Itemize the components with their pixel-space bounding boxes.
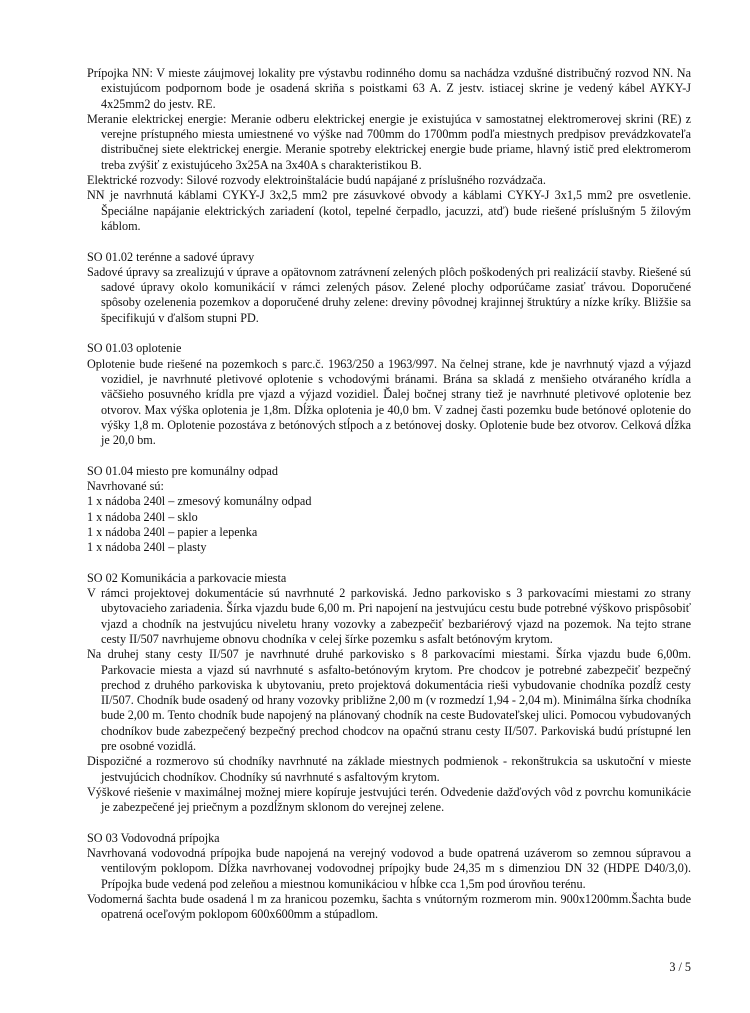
paragraph-pripojka-nn: Prípojka NN: V mieste záujmovej lokality pre výstavbu rodinného domu sa nachádza vzdušné distribučný rozvod NN. Na existujúcom podpornom bode je osadená skriňa s poistkami 63 A. Z jestv. istiacej skrine je vedený kábel AYKY-J 4x25mm2 do jestv. RE.: [87, 66, 691, 111]
paragraph-meranie: Meranie elektrickej energie: Meranie odberu elektrickej energie je existujúca v samostatnej elektromerovej skrini (RE) z verejne prístupného miesta umiestnené vo výške nad 700mm do 1700mm podľa miestnych predpisov prevádzkovateľa distribučnej siete elektrickej energie. Meranie spotreby elektrickej energie bude priame, hlavný istič pred elektromerom treba zvýšiť z existujúceho 3x25A na 3x40A s charakteristikou B.: [87, 111, 691, 172]
paragraph-nn-kable: NN je navrhnutá káblami CYKY-J 3x2,5 mm2 pre zásuvkové obvody a káblami CYKY-J 3x1,5 mm2 pre osvetlenie. Špeciálne napájanie elektrických zariadení (kotol, tepelné čerpadlo, jacuzzi, atď) bude riešené príslušným 5 žilovým káblom.: [87, 188, 691, 233]
section-heading-so-01-04: SO 01.04 miesto pre komunálny odpad: [87, 463, 278, 478]
paragraph-dispozicne: Dispozičné a rozmerovo sú chodníky navrhnuté na základe miestnych podmienok - rekonštrukcia sa uskutoční v mieste jestvujúcich chodníkov. Chodníky sú navrhnuté s asfaltovým krytom.: [87, 754, 691, 784]
paragraph-vodovodna-pripojka: Navrhovaná vodovodná prípojka bude napojená na verejný vodovod a bude opatrená uzáverom so zemnou súpravou a ventilovým poklopom. Dĺžka navrhovanej vodovodnej prípojky bude 24,35 m s dimenziou DN 32 (HDPE D40/3,0). Prípojka bude vedená pod zeleňou a miestnou komunikáciou v hĺbke cca 1,5m pod úrovňou terénu.: [87, 846, 691, 891]
list-item: 1 x nádoba 240l – zmesový komunálny odpad: [87, 494, 312, 509]
document-body: [87, 66, 691, 923]
section-heading-so-02: SO 02 Komunikácia a parkovacie miesta: [87, 570, 287, 585]
list-intro: Navrhované sú:: [87, 479, 164, 494]
paragraph-druhe-parkovisko: Na druhej stany cesty II/507 je navrhnuté druhé parkovisko s 8 parkovacími miestami. Šírka vjazdu bude 6,00m. Parkovacie miesta a vjazd sú navrhnuté s asfalto-betónovým krytom. Pre chodcov je potrebné zabezpečiť bezpečný prechod z druhého parkoviska k ubytovaniu, preto projektová dokumentácia rieši vybudovanie chodníka pozdĺž cesty II/507. Chodník bude osadený od hrany vozovky približne 2,00 m (v rozmedzí 1,94 - 2,04 m). Minimálna šírka chodníka bude 2,00 m. Tento chodník bude napojený na plánovaný chodník na ceste Budovateľskej ulici. Pomocou vybudovaných chodníkov bude zabezpečený bezpečný prechod chodcov na opačnú stranu cesty II/507. Parkoviská budú prístupné len pre osobné vozidlá.: [87, 647, 691, 754]
section-heading-so-01-02: SO 01.02 terénne a sadové úpravy: [87, 249, 255, 264]
paragraph-parkoviska: V rámci projektovej dokumentácie sú navrhnuté 2 parkoviská. Jedno parkovisko s 3 parkovacími miestami zo strany ubytovacieho zariadenia. Šírka vjazdu bude 6,00 m. Pri napojení na jestvujúcu cestu bude potrebné výškovo prispôsobiť vjazd a chodník na jestvujúcu niveletu hrany vozovky a zabezpečiť bezbariérový vjazd na pozemok. Na tejto strane cesty II/507 navrhujeme obnovu chodníka v celej šírke pozemku s asfalt betónovým krytom.: [87, 586, 691, 646]
paragraph-oplotenie: Oplotenie bude riešené na pozemkoch s parc.č. 1963/250 a 1963/997. Na čelnej strane, kde je navrhnutý vjazd a výjazd vozidiel, je navrhnuté pletivové oplotenie s vchodovými bránami. Brána sa skladá z menšieho otváraného krídla a väčšieho posuvného krídla pre vjazd a výjazd vozidiel. Ďalej bočnej strany tiež je navrhnuté pletivové oplotenie bez otvorov. Max výška oplotenia je 1,8m. Dĺžka oplotenia je 40,0 bm. V zadnej časti pozemku bude betónové oplotenie do výšky 1,8 m. Oplotenie pozostáva z betónových stĺpoch a z betónovej dosky. Oplotenie bude bez otvorov. Celková dĺžka je 20,0 bm.: [87, 356, 691, 448]
paragraph-vodomerna-sachta: Vodomerná šachta bude osadená l m za hranicou pozemku, šachta s vnútorným rozmerom min. 900x1200mm.Šachta bude opatrená oceľovým poklopom 600x600mm a stúpadlom.: [87, 892, 691, 922]
paragraph-sadove-upravy: Sadové úpravy sa zrealizujú v úprave a opätovnom zatrávnení zelených plôch poškodených pri realizácií stavby. Riešené sú sadové úpravy okolo komunikácií v rámci zelených pásov. Zelené plochy odporúčame zasiať trávou. Doporučené spôsoby ozelenenia pozemkov a doporučené druhy zelene: dreviny pôvodnej krajinnej štruktúry a nízke kríky. Bližšie sa špecifikujú v ďalšom stupni PD.: [87, 264, 691, 325]
list-item: 1 x nádoba 240l – sklo: [87, 509, 198, 524]
section-heading-so-01-03: SO 01.03 oplotenie: [87, 341, 182, 356]
page-number: 3 / 5: [669, 960, 691, 974]
paragraph-rozvody: Elektrické rozvody: Silové rozvody elektroinštalácie budú napájané z príslušného rozvádzača.: [87, 173, 546, 188]
paragraph-vyskove-riesenie: Výškové riešenie v maximálnej možnej miere kopíruje jestvujúci terén. Odvedenie dažďových vôd z povrchu komunikácie je zabezpečené jej priečnym a pozdĺžnym sklonom do verejnej zelene.: [87, 784, 691, 815]
list-item: 1 x nádoba 240l – papier a lepenka: [87, 524, 258, 539]
section-heading-so-03: SO 03 Vodovodná prípojka: [87, 830, 220, 845]
list-item: 1 x nádoba 240l – plasty: [87, 540, 207, 555]
